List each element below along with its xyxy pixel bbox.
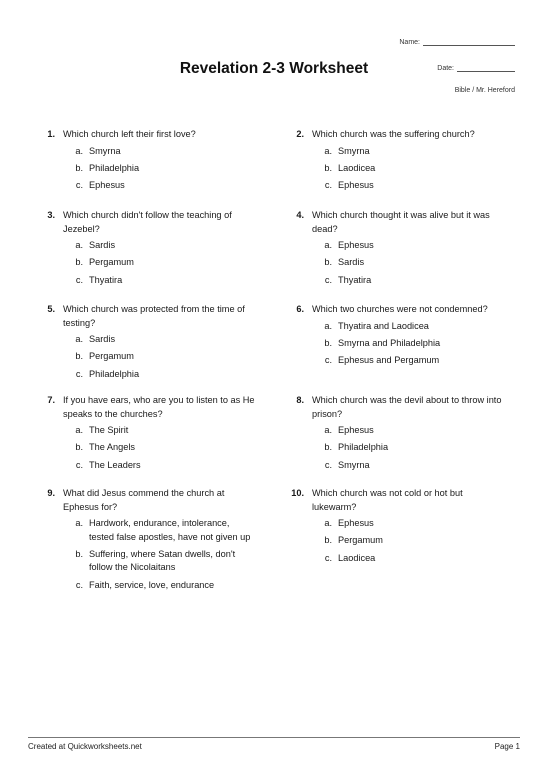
- choice-label: c.: [324, 180, 332, 191]
- question-number: 8.: [296, 395, 304, 405]
- footer-divider: [28, 737, 520, 738]
- choice-text: Philadelphia: [89, 368, 140, 379]
- choice-b: [33, 350, 255, 364]
- choice-text: Thyatira and Laodicea: [338, 320, 429, 331]
- choice-label: c.: [75, 274, 83, 285]
- choice-text: Pergamum: [338, 535, 383, 546]
- choice-list: [33, 424, 255, 472]
- choice-a: [33, 145, 255, 159]
- choice-b: [282, 441, 504, 455]
- question-1: [33, 128, 255, 196]
- choice-text: Thyatira: [338, 274, 372, 285]
- choice-label: a.: [324, 145, 332, 156]
- choice-text: Suffering, where Satan dwells, don't follow the Nicolaitans: [89, 548, 236, 573]
- page-number: Page 1: [494, 742, 520, 751]
- choice-c: [282, 274, 504, 288]
- choice-text: Laodicea: [338, 162, 376, 173]
- question-number: 7.: [47, 395, 55, 405]
- choice-text: Sardis: [89, 334, 116, 344]
- choice-a: [282, 424, 504, 438]
- choice-text: Hardwork, endurance, intolerance, tested false apostles, have not given up: [89, 518, 251, 542]
- choice-label: a.: [324, 425, 332, 435]
- choice-text: Smyrna and Philadelphia: [338, 337, 441, 348]
- choice-text: Faith, service, love, endurance: [89, 579, 215, 590]
- choice-text: Philadelphia: [338, 442, 389, 453]
- choice-label: b.: [75, 162, 83, 173]
- choice-label: b.: [75, 257, 83, 268]
- question-number: 9.: [47, 488, 55, 498]
- choice-label: a.: [75, 145, 83, 156]
- choice-label: b.: [324, 337, 332, 348]
- choice-label: a.: [324, 518, 332, 528]
- choice-list: [282, 424, 504, 472]
- question-2: [282, 128, 504, 196]
- choice-label: c.: [75, 180, 83, 191]
- choice-b: [282, 256, 504, 270]
- question-text: Which church was not cold or hot but lukewarm?: [312, 488, 463, 512]
- choice-text: Smyrna: [338, 459, 370, 470]
- choice-text: Pergamum: [89, 351, 134, 362]
- question-number: 3.: [47, 210, 55, 220]
- choice-c: [282, 552, 504, 566]
- choice-label: a.: [324, 240, 332, 250]
- question-number: 4.: [296, 210, 304, 220]
- choice-label: b.: [324, 442, 332, 453]
- question-number: 1.: [47, 129, 55, 139]
- choice-text: Sardis: [338, 257, 365, 268]
- choice-text: Ephesus and Pergamum: [338, 355, 440, 366]
- choice-b: [33, 162, 255, 176]
- choice-label: a.: [75, 425, 83, 435]
- choice-a: [33, 517, 255, 544]
- question-text: Which church left their first love?: [63, 129, 196, 139]
- choice-a: [282, 239, 504, 253]
- choice-c: [33, 274, 255, 288]
- choice-label: b.: [75, 351, 83, 362]
- footer-credit: Created at Quickworksheets.net: [28, 742, 142, 751]
- choice-label: b.: [75, 548, 83, 559]
- choice-list: [282, 517, 504, 565]
- choice-c: [282, 354, 504, 368]
- question-text: If you have ears, who are you to listen to as He speaks to the churches?: [63, 395, 255, 419]
- question-number: 5.: [47, 304, 55, 314]
- choice-a: [33, 333, 255, 347]
- choice-label: c.: [75, 579, 83, 590]
- choice-label: a.: [75, 334, 83, 344]
- choice-text: The Leaders: [89, 459, 141, 470]
- choice-text: Ephesus: [338, 180, 374, 191]
- choice-b: [282, 534, 504, 548]
- question-6: [282, 303, 504, 371]
- choice-list: [282, 239, 504, 287]
- choice-label: b.: [324, 257, 332, 268]
- question-4: [282, 209, 504, 291]
- choice-text: Philadelphia: [89, 162, 140, 173]
- choice-list: [282, 320, 504, 368]
- name-label: Name:: [399, 39, 420, 46]
- choice-c: [33, 179, 255, 193]
- choice-a: [33, 239, 255, 253]
- choice-label: a.: [324, 320, 332, 331]
- question-text: Which two churches were not condemned?: [312, 304, 488, 314]
- choice-text: Ephesus: [89, 180, 125, 191]
- question-number: 10.: [291, 488, 304, 498]
- choice-list: [33, 239, 255, 287]
- choice-text: Ephesus: [338, 518, 374, 528]
- choice-text: Ephesus: [338, 240, 374, 250]
- choice-b: [282, 162, 504, 176]
- question-text: Which church was the devil about to throw into prison?: [312, 395, 502, 419]
- choice-text: The Spirit: [89, 425, 129, 435]
- question-7: [33, 394, 255, 476]
- question-text: Which church was the suffering church?: [312, 129, 475, 139]
- choice-label: c.: [324, 355, 332, 366]
- choice-a: [282, 145, 504, 159]
- choice-label: c.: [75, 459, 83, 470]
- choice-label: c.: [75, 368, 83, 379]
- choice-c: [282, 459, 504, 473]
- question-text: Which church was protected from the time of testing?: [63, 304, 245, 328]
- choice-a: [282, 320, 504, 334]
- choice-c: [33, 368, 255, 382]
- choice-list: [33, 333, 255, 381]
- question-8: [282, 394, 504, 476]
- choice-b: [33, 548, 255, 575]
- question-5: [33, 303, 255, 385]
- choice-text: Laodicea: [338, 552, 376, 563]
- question-text: Which church thought it was alive but it was dead?: [312, 210, 490, 234]
- choice-text: The Angels: [89, 442, 135, 453]
- worksheet-subtitle: Bible / Mr. Hereford: [454, 87, 515, 94]
- choice-label: b.: [75, 442, 83, 453]
- choice-label: c.: [324, 459, 332, 470]
- choice-label: b.: [324, 162, 332, 173]
- choice-list: [33, 517, 255, 592]
- choice-list: [33, 145, 255, 193]
- date-label: Date:: [437, 65, 454, 72]
- choice-b: [33, 441, 255, 455]
- choice-text: Thyatira: [89, 274, 123, 285]
- name-field: [399, 38, 515, 46]
- question-3: [33, 209, 255, 291]
- choice-label: a.: [75, 240, 83, 250]
- choice-b: [33, 256, 255, 270]
- choice-label: b.: [324, 535, 332, 546]
- choice-list: [282, 145, 504, 193]
- choice-a: [282, 517, 504, 531]
- question-10: [282, 487, 504, 569]
- choice-c: [282, 179, 504, 193]
- question-number: 6.: [296, 304, 304, 314]
- choice-text: Smyrna: [89, 145, 121, 156]
- choice-c: [33, 579, 255, 593]
- question-text: What did Jesus commend the church at Ephesus for?: [63, 488, 225, 512]
- worksheet-title: Revelation 2-3 Worksheet: [179, 60, 369, 77]
- choice-label: c.: [324, 552, 332, 563]
- choice-c: [33, 459, 255, 473]
- choice-text: Ephesus: [338, 425, 374, 435]
- question-9: [33, 487, 255, 596]
- choice-text: Sardis: [89, 240, 116, 250]
- choice-a: [33, 424, 255, 438]
- choice-label: c.: [324, 274, 332, 285]
- choice-b: [282, 337, 504, 351]
- choice-label: a.: [75, 518, 83, 528]
- choice-text: Pergamum: [89, 257, 134, 268]
- choice-text: Smyrna: [338, 145, 370, 156]
- name-blank: [423, 38, 515, 46]
- question-number: 2.: [296, 129, 304, 139]
- question-text: Which church didn't follow the teaching of Jezebel?: [63, 210, 232, 234]
